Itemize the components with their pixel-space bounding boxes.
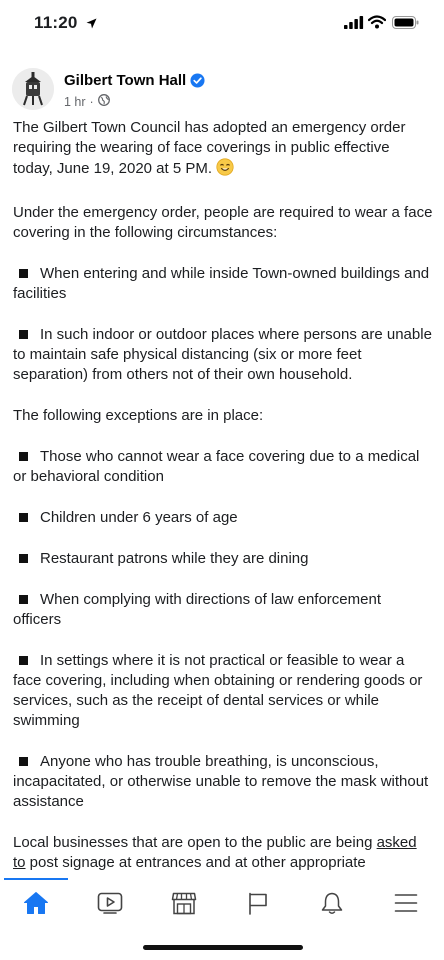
bullet-square-icon <box>19 269 28 278</box>
page-avatar[interactable] <box>12 68 54 110</box>
time-text: 11:20 <box>34 13 78 32</box>
post-paragraph-exceptions-heading: The following exceptions are in place: <box>13 407 264 424</box>
bullet-square-icon <box>19 554 28 563</box>
tab-home[interactable] <box>14 886 58 920</box>
list-item-text: Anyone who has trouble breathing, is unconscious, incapacitated, or otherwise unable to remove the mask without assistance <box>13 753 429 810</box>
local-business-text-end: post signage at entrances and at other appropriate <box>25 854 366 871</box>
list-item-text: When complying with directions of law enforcement officers <box>13 591 381 628</box>
meta-separator: · <box>89 94 94 109</box>
notifications-bell-icon <box>320 891 344 915</box>
wifi-icon <box>368 15 386 34</box>
signal-icon <box>344 16 364 34</box>
tab-watch[interactable] <box>88 886 132 920</box>
globe-icon <box>98 94 110 109</box>
verified-badge-icon <box>190 73 205 93</box>
post-paragraph-under-order: Under the emergency order, people are required to wear a face covering in the following circumstances: <box>13 204 433 241</box>
list-item <box>13 264 433 304</box>
bottom-tab-bar <box>0 878 444 924</box>
bullet-square-icon <box>19 656 28 665</box>
list-item <box>13 508 433 528</box>
list-item-text: Children under 6 years of age <box>40 509 238 526</box>
town-hall-logo-icon <box>12 68 54 110</box>
list-item <box>13 325 433 385</box>
post-paragraph-intro <box>13 118 433 182</box>
list-item <box>13 447 433 487</box>
home-indicator[interactable] <box>143 945 303 950</box>
home-icon <box>23 891 49 915</box>
active-tab-indicator <box>4 878 68 880</box>
bullet-square-icon <box>19 757 28 766</box>
intro-text: The Gilbert Town Council has adopted an emergency order requiring the wearing of face coverings in public effective today, June 19, 2020 at 5 PM. <box>13 119 406 177</box>
watch-icon <box>97 892 123 914</box>
bullet-square-icon <box>19 452 28 461</box>
list-item-text: When entering and while inside Town-owned buildings and facilities <box>13 265 430 302</box>
page-name[interactable]: Gilbert Town Hall <box>64 72 187 89</box>
menu-icon <box>394 893 418 913</box>
pages-flag-icon <box>246 891 270 915</box>
list-item <box>13 752 433 812</box>
list-item-text: In settings where it is not practical or feasible to wear a face covering, including when obtaining or rendering goods or services, such as the receipt of dental services or while swimming <box>13 652 423 729</box>
local-business-text: Local businesses that are open to the public are being <box>13 834 373 851</box>
post-meta <box>64 94 110 109</box>
tab-notifications[interactable] <box>310 886 354 920</box>
post-time[interactable]: 1 hr <box>64 94 86 109</box>
bullet-square-icon <box>19 595 28 604</box>
tab-menu[interactable] <box>384 886 428 920</box>
list-item <box>13 590 433 630</box>
list-item-text: In such indoor or outdoor places where persons are unable to maintain safe physical distancing (six or more feet separation) from others not of their own household. <box>13 326 432 383</box>
list-item-text: Restaurant patrons while they are dining <box>40 550 309 567</box>
bullet-square-icon <box>19 513 28 522</box>
list-item <box>13 549 433 569</box>
bullet-square-icon <box>19 330 28 339</box>
post-header <box>12 68 432 114</box>
emoji-icon <box>216 158 234 182</box>
status-time <box>34 13 97 34</box>
list-item-text: Those who cannot wear a face covering due to a medical or behavioral condition <box>13 448 420 485</box>
status-bar <box>0 0 444 48</box>
tab-pages[interactable] <box>236 886 280 920</box>
tab-marketplace[interactable] <box>162 886 206 920</box>
marketplace-icon <box>171 891 197 915</box>
post-body <box>13 118 433 894</box>
underlined-text: asked to <box>13 834 417 871</box>
list-item <box>13 651 433 731</box>
battery-icon <box>392 16 419 34</box>
location-arrow-icon <box>86 14 97 34</box>
post-paragraph-local-business <box>13 833 433 873</box>
